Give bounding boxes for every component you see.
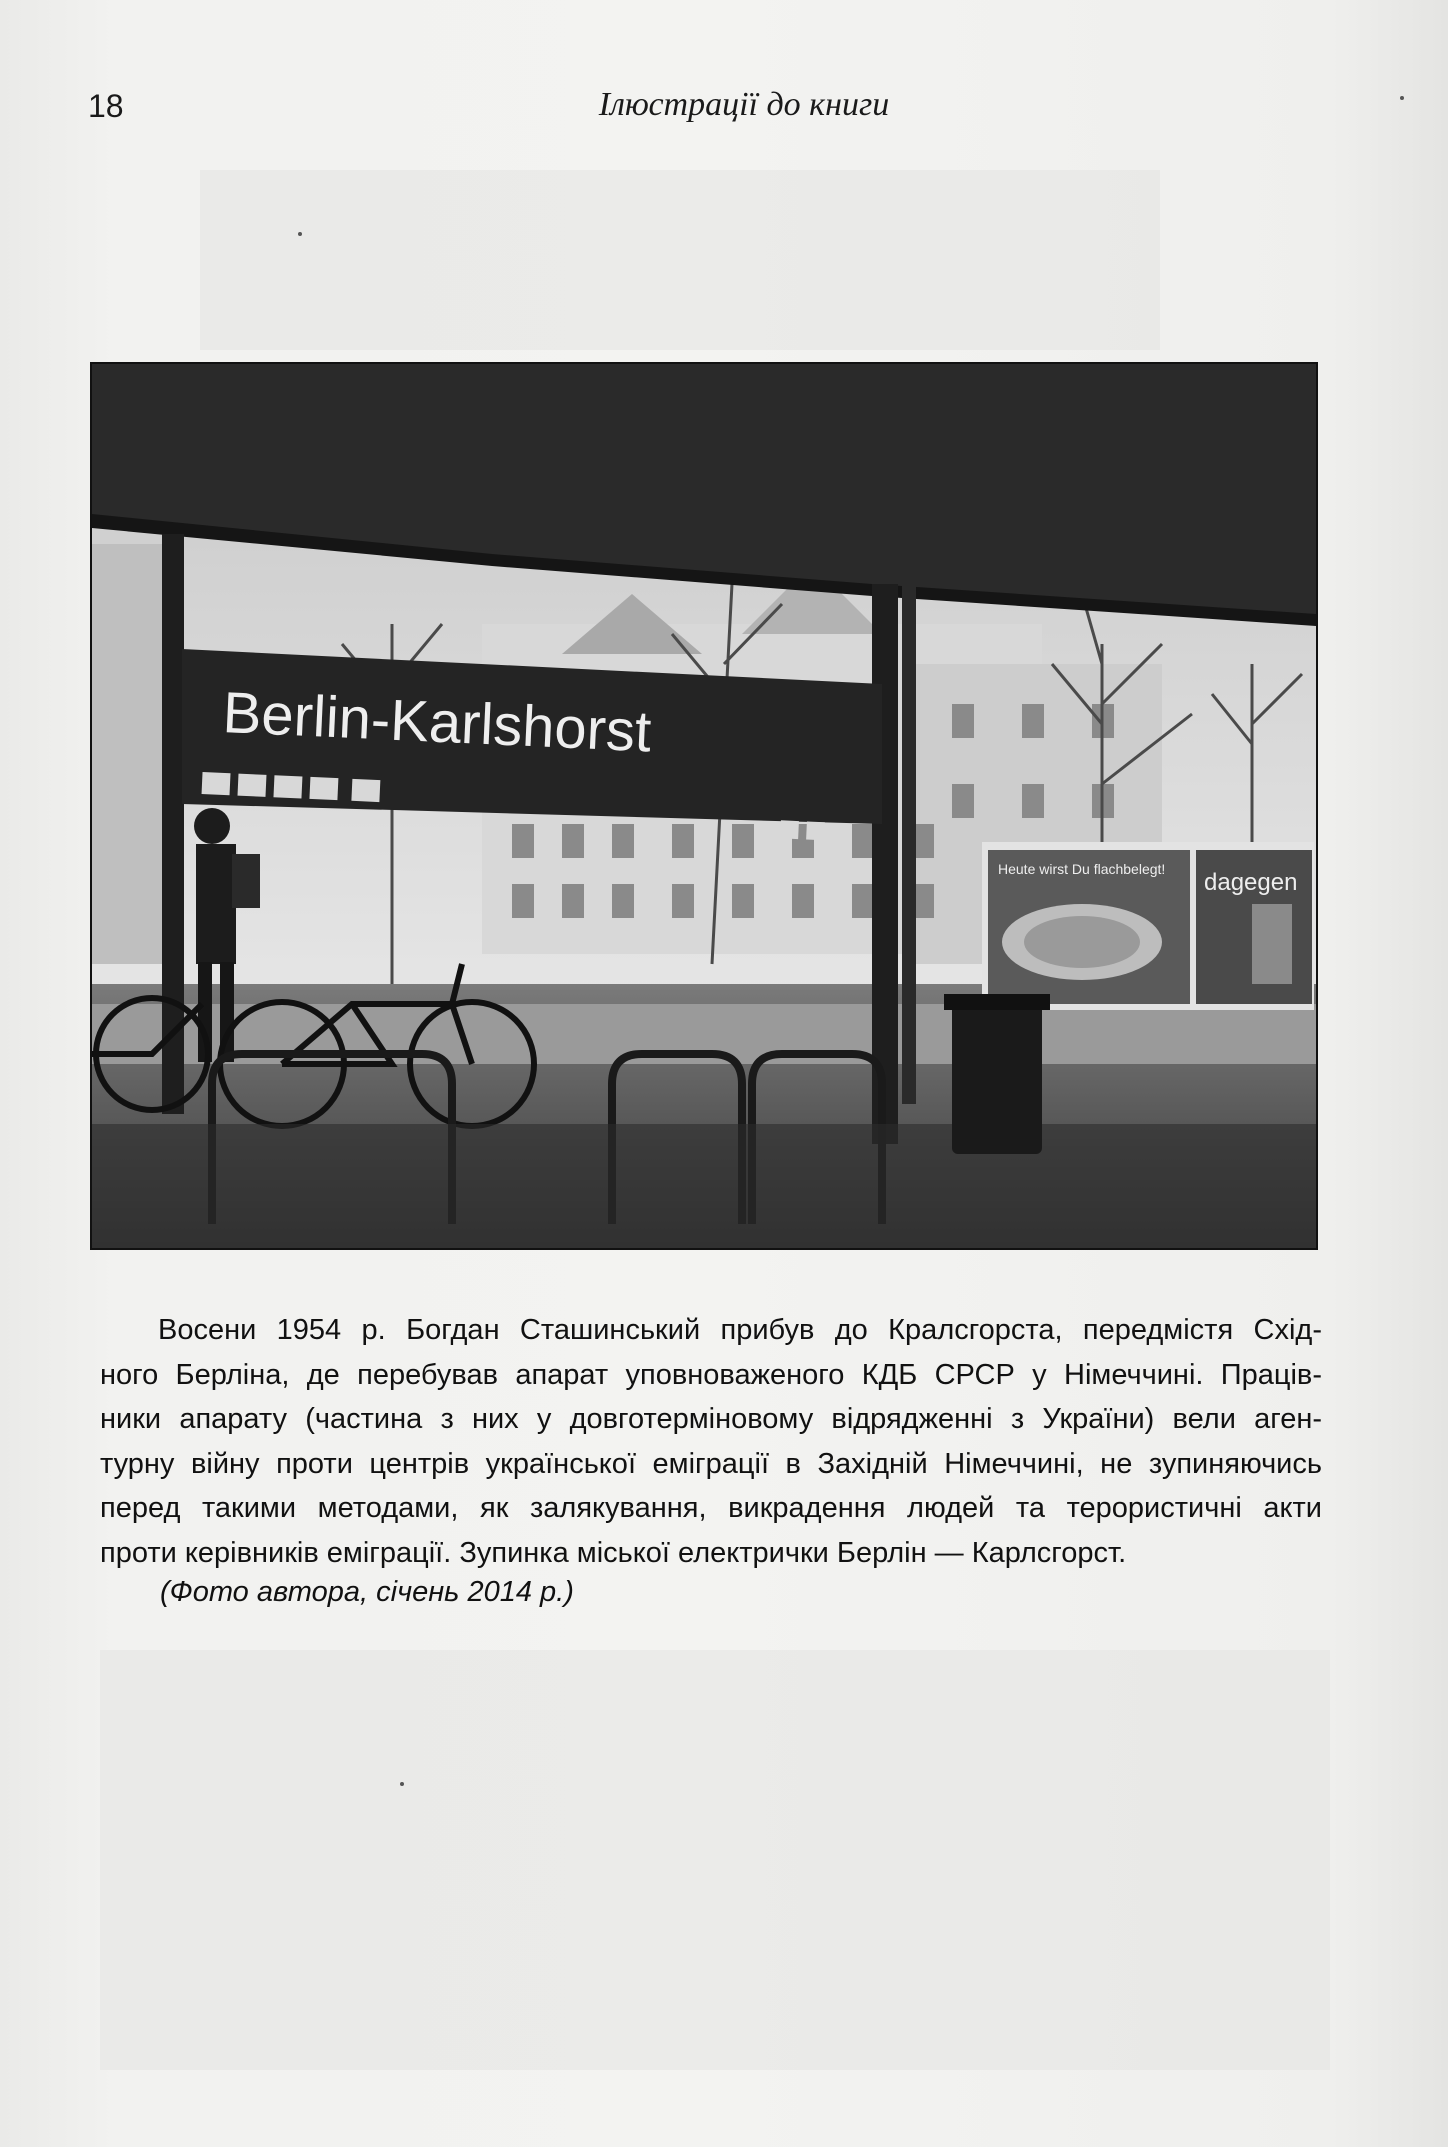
running-head: Ілюстрації до книги [598,86,890,123]
photo-credit: (Фото автора, січень 2014 р.) [160,1576,574,1608]
paper-speck [400,1782,404,1786]
caption-line: перед такими методами, як залякування, викрадення людей та терористичні акти [100,1492,1322,1524]
billboard-left-text: Heute wirst Du flachbelegt! [998,861,1166,877]
station-photo [90,362,1318,1250]
paper-speck [298,232,302,236]
page-number: 18 [88,88,124,124]
station-photo-drawing [92,364,1316,1248]
show-through-bottom [100,1650,1330,2070]
caption-line: ного Берліна, де перебував апарат уповноваженого КДБ СРСР у Німеччині. Працiв- [100,1358,1322,1391]
photo-caption [100,1308,1322,1575]
paper-speck [1400,96,1404,100]
billboard-right-text: dagegen [1204,869,1298,896]
caption-line: турну війну проти центрів української еміграції в Західній Німеччині, не зупиняючись [100,1447,1322,1480]
caption-line: проти керівників еміграції. Зупинка міської електрички Берлін — Карлсгорст. [100,1536,1127,1569]
station-sign-text: Berlin-Karlshorst [221,680,653,765]
caption-line: Восени 1954 р. Богдан Сташинський прибув до Кралсгорста, передмістя Схід- [158,1314,1322,1346]
caption-line: ники апарату (частина з них у довготерміновому відрядженні з України) вели аген- [100,1403,1322,1435]
show-through-top [200,170,1160,350]
